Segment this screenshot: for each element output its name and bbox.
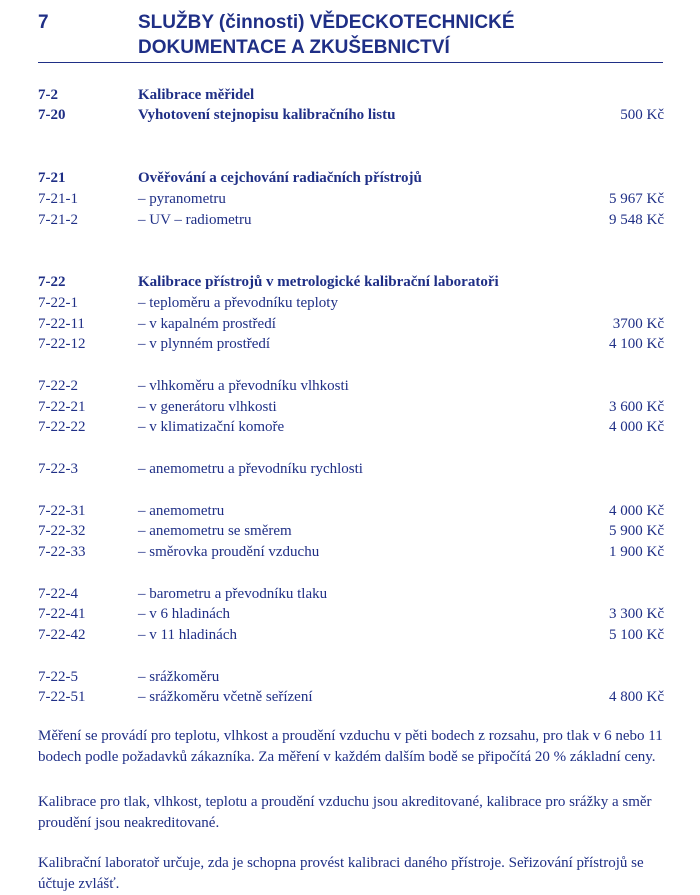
item-code: 7-21 (38, 170, 66, 186)
group-header-row (0, 272, 700, 293)
table-row (0, 105, 700, 126)
subgroup-row (0, 293, 700, 314)
item-price: 500 Kč (620, 107, 664, 123)
header-rule (38, 62, 663, 63)
item-price: 5 900 Kč (609, 523, 664, 539)
item-price: 3700 Kč (612, 316, 664, 332)
item-code: 7-20 (38, 107, 66, 123)
item-description: – anemometru se směrem (138, 523, 292, 539)
table-row (0, 210, 700, 231)
item-code: 7-22-32 (38, 523, 86, 539)
item-description: – srážkoměru včetně seřízení (138, 689, 313, 705)
item-code: 7-22-41 (38, 606, 86, 622)
item-price: 4 000 Kč (609, 503, 664, 519)
item-description: – barometru a převodníku tlaku (138, 586, 328, 602)
item-price: 4 800 Kč (609, 689, 664, 705)
item-description: – směrovka proudění vzduchu (138, 544, 320, 560)
item-code: 7-2 (38, 87, 58, 103)
table-row (0, 542, 700, 563)
item-description: – v plynném prostředí (138, 336, 271, 352)
item-description: – teploměru a převodníku teploty (138, 295, 338, 311)
section-number: 7 (38, 12, 49, 33)
section-title (138, 10, 678, 60)
table-row (0, 314, 700, 335)
table-row (0, 189, 700, 210)
section-title-line-2: DOKUMENTACE A ZKUŠEBNICTVÍ (138, 37, 450, 58)
subgroup-row (0, 584, 700, 605)
item-code: 7-22-4 (38, 586, 78, 602)
item-description: – srážkoměru (138, 669, 220, 685)
item-description: – v 11 hladinách (138, 627, 238, 643)
item-price: 3 600 Kč (609, 399, 664, 415)
subgroup-row (0, 667, 700, 688)
item-code: 7-22-31 (38, 503, 86, 519)
item-description: – v klimatizační komoře (138, 419, 285, 435)
table-row (0, 687, 700, 708)
table-row (0, 521, 700, 542)
item-code: 7-22 (38, 274, 66, 290)
item-description: – vlhkoměru a převodníku vlhkosti (138, 378, 349, 394)
item-code: 7-22-2 (38, 378, 78, 394)
item-description: – UV – radiometru (138, 212, 252, 228)
item-description: – anemometru a převodníku rychlosti (138, 461, 363, 477)
table-row (0, 334, 700, 355)
item-code: 7-21-1 (38, 191, 78, 207)
subgroup-row (0, 459, 700, 480)
item-code: 7-22-22 (38, 419, 86, 435)
table-row (0, 501, 700, 522)
item-price: 5 100 Kč (609, 627, 664, 643)
item-price: 4 100 Kč (609, 336, 664, 352)
item-price: 9 548 Kč (609, 212, 664, 228)
item-price: 5 967 Kč (609, 191, 664, 207)
item-description: Kalibrace přístrojů v metrologické kalibrační laboratoři (138, 274, 499, 290)
note-paragraph: Kalibrační laboratoř určuje, zda je schopna provést kalibraci daného přístroje. Seřizování přístrojů se účtuje zvlášť. (38, 855, 644, 892)
item-code: 7-21-2 (38, 212, 78, 228)
item-code: 7-22-1 (38, 295, 78, 311)
group-header-row (0, 168, 700, 189)
table-row (0, 625, 700, 646)
item-description: – v 6 hladinách (138, 606, 231, 622)
table-row (0, 397, 700, 418)
item-code: 7-22-11 (38, 316, 85, 332)
item-description: – v kapalném prostředí (138, 316, 276, 332)
table-row (0, 417, 700, 438)
item-price: 4 000 Kč (609, 419, 664, 435)
table-row (0, 604, 700, 625)
item-price: 1 900 Kč (609, 544, 664, 560)
item-code: 7-22-51 (38, 689, 86, 705)
note-paragraph: Kalibrace pro tlak, vlhkost, teplotu a proudění vzduchu jsou akreditované, kalibrace pro srážky a směr proudění jsou neakreditované. (38, 794, 652, 831)
item-price: 3 300 Kč (609, 606, 664, 622)
item-code: 7-22-12 (38, 336, 86, 352)
item-code: 7-22-33 (38, 544, 86, 560)
section-title-line-1: SLUŽBY (činnosti) VĚDECKOTECHNICKÉ (138, 12, 515, 33)
item-code: 7-22-5 (38, 669, 78, 685)
item-code: 7-22-3 (38, 461, 78, 477)
item-code: 7-22-21 (38, 399, 86, 415)
item-description: – pyranometru (138, 191, 226, 207)
item-description: – anemometru (138, 503, 225, 519)
item-description: Kalibrace měřidel (138, 87, 255, 103)
item-description: Ověřování a cejchování radiačních přístrojů (138, 170, 422, 186)
subgroup-row (0, 376, 700, 397)
item-description: – v generátoru vlhkosti (138, 399, 277, 415)
group-header-row (0, 85, 700, 106)
note-paragraph: Měření se provádí pro teplotu, vlhkost a proudění vzduchu v pěti bodech z rozsahu, pro tlak v 6 nebo 11 bodech podle požadavků zákazníka. Za měření v každém dalším bodě se připočítá 20 % základní ceny. (38, 728, 663, 765)
item-code: 7-22-42 (38, 627, 86, 643)
item-description: Vyhotovení stejnopisu kalibračního listu (138, 107, 396, 123)
